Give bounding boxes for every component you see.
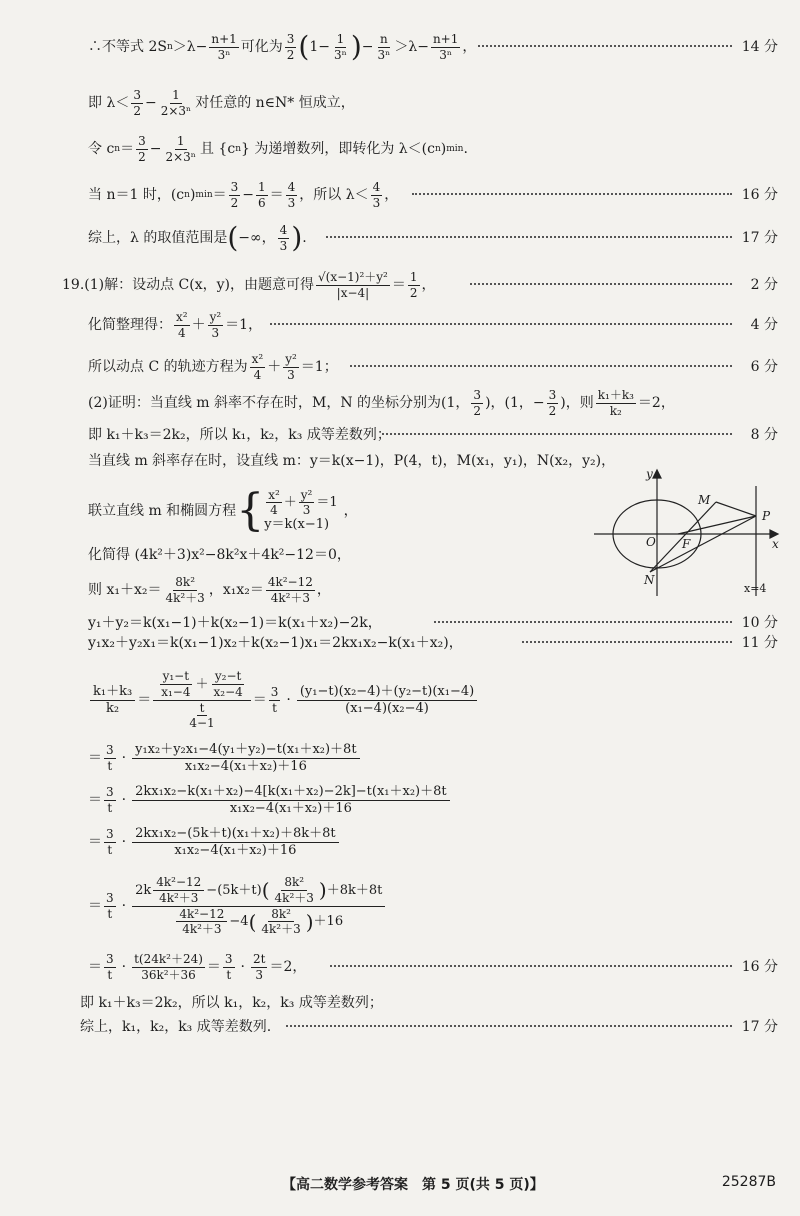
- label-M: M: [698, 493, 711, 507]
- fraction: $\frac{\text{y²}}{3}$: [209, 309, 222, 340]
- dot-leader: [330, 965, 732, 967]
- fraction: $\frac{4}{3}$: [372, 179, 381, 210]
- text: 可化为: [240, 39, 283, 55]
- text: −: [361, 39, 374, 55]
- fraction: $\frac{\text{k₁＋k₃}}{\text{k₂}}$: [597, 387, 634, 418]
- footer-label: 【高二数学参考答案 第 5 页(共 5 页)】: [282, 1177, 544, 1193]
- line-FP: [678, 516, 756, 534]
- score: 17 分: [741, 230, 778, 246]
- line-13: [0, 540, 800, 570]
- text: −: [149, 141, 162, 157]
- fraction: $\frac{3}{t}$: [270, 684, 279, 715]
- fraction: $\frac{\text{k₁＋k₃}}{\text{k₂}}$: [90, 685, 135, 715]
- dot-leader: [270, 323, 732, 325]
- line-16: [0, 628, 800, 658]
- score: 16 分: [741, 959, 778, 975]
- fraction: $\frac{3}{2}$: [473, 387, 482, 418]
- text: ，所以 λ＜: [299, 187, 369, 203]
- text: −∞，: [238, 230, 276, 246]
- line-3: 令 c n ＝ $\frac{3}{2}$ − $\frac{1}{\text{2×3ⁿ}}$ 且 {c n } 为递增数列，即转化为 λ＜(c n ) min .: [88, 133, 468, 164]
- fraction: $\frac{\text{4k²−12}}{\text{4k²＋3}}$: [267, 574, 313, 605]
- line-14: 则 x₁＋x₂＝ $\frac{\text{8k²}}{\text{4k²＋3}}$ ，x₁x₂＝ $\frac{\text{4k²−12}}{\text{4k²＋3}}$ ，: [0, 570, 800, 610]
- score: 6 分: [750, 359, 778, 375]
- subscript: n: [166, 42, 173, 52]
- fraction: $\frac{1}{2}$: [409, 269, 418, 300]
- text: 且 {c: [199, 141, 236, 157]
- fraction: $\frac{n}{\text{3ⁿ}}$: [377, 31, 391, 62]
- label-O: O: [646, 535, 656, 549]
- score: 14 分: [741, 39, 778, 55]
- line-18: ＝ $\frac{3}{t}$ · $\frac{\text{y₁x₂＋y₂x₁−4(y₁＋y₂)−t(x₁＋x₂)＋8t}}{\text{x₁x₂−4(x₁＋x₂)＋16}}$: [0, 738, 800, 778]
- fraction: $\frac{3}{t}$: [106, 784, 114, 815]
- subscript: min: [446, 144, 464, 154]
- text: −: [144, 95, 157, 111]
- fraction: $\frac{\text{y²}}{3}$: [285, 351, 297, 382]
- dot-leader: [326, 236, 732, 238]
- text: 化简得 (4k²＋3)x²−8k²x＋4k²−12＝0，: [88, 547, 351, 563]
- label-P: P: [762, 509, 771, 523]
- dot-leader: [350, 365, 732, 367]
- line-6: 19. (1)解：设动点 C(x，y)，由题意可得 $\frac{\text{√(x−1)²＋y²}}{|x-4|}$ ＝ $\frac{1}{2}$ ， 2 分: [62, 269, 778, 300]
- fraction: $\frac{\text{2kx₁x₂−k(x₁＋x₂)−4[k(x₁＋x₂)−2k]−t(x₁＋x₂)＋8t}}{\text{x₁x₂−4(x₁＋x₂)＋16}}$: [132, 785, 450, 815]
- label-x: x: [772, 537, 779, 551]
- text: 综上，λ 的取值范围是: [88, 230, 228, 246]
- text: 化简整理得：: [88, 317, 172, 333]
- text: 对任意的 n∈N* 恒成立，: [195, 95, 355, 111]
- dot-leader: [434, 621, 732, 623]
- fraction: $\frac{4}{3}$: [287, 179, 296, 210]
- line-12: 联立直线 m 和椭圆方程 { $\frac{\text{x²}}{4}$ ＋ $\frac{\text{y²}}{3}$ ＝1 y＝k(x−1) ，: [0, 478, 800, 544]
- dot-leader: [478, 45, 732, 47]
- text: 综上，k₁，k₂，k₃ 成等差数列.: [80, 1019, 272, 1035]
- line-9: (2)证明：当直线 m 斜率不存在时，M，N 的坐标分别为 (1， $\frac{3}{2}$ )， (1，− $\frac{3}{2}$ )，则 $\frac{\text{k₁＋k₃}}{\text{k₂}}$ ＝2，: [88, 387, 675, 418]
- label-y: y: [646, 468, 653, 481]
- fraction: $\frac{3}{2}$: [138, 133, 146, 164]
- text: 令 c: [88, 141, 115, 157]
- text: y₁＋y₂＝k(x₁−1)＋k(x₂−1)＝k(x₁＋x₂)−2k，: [88, 615, 382, 631]
- line-22: ＝ $\frac{3}{t}$ · $\frac{\text{t(24k²＋24)}}{\text{36k²＋36}}$ ＝ $\frac{3}{t}$ · $\frac{2t}{3}$ ＝2， 16 分: [88, 951, 778, 982]
- footer-code: 25287B: [721, 1174, 776, 1190]
- label-F: F: [682, 537, 691, 551]
- score: 4 分: [750, 317, 778, 333]
- dot-leader: [382, 433, 732, 435]
- text: 则 x₁＋x₂＝: [88, 582, 162, 598]
- fraction: $\frac{1}{6}$: [258, 179, 266, 210]
- text: ＞λ−: [394, 39, 429, 55]
- text: } 为递增数列，即转化为 λ＜(c: [240, 141, 435, 157]
- dot-leader: [522, 641, 732, 643]
- subscript: min: [195, 190, 213, 200]
- fraction: $\frac{1}{\text{2×3ⁿ}}$: [165, 133, 196, 164]
- score: 2 分: [750, 277, 778, 293]
- line-17: $\frac{\text{k₁＋k₃}}{\text{k₂}}$ ＝ $\frac{\text{y₁−t}}{\text{x₁−4}}$ ＋ $\frac{\text{y₂−t}}{\text{x₂−4}}$ $\frac{t}{4-1}$ ＝ $\frac{3}{t}$ · $\frac{\text{(y₁−t)(x₂−4)＋(y₂−t)(x₁−4)}}{\text{(x₁−4)(x₂−4)}}$: [0, 662, 800, 738]
- text: (2)证明：当直线 m 斜率不存在时，M，N 的坐标分别为: [88, 395, 442, 411]
- fraction: $\frac{3}{2}$: [230, 179, 239, 210]
- fraction: $\frac{1}{\text{3ⁿ}}$: [334, 31, 347, 62]
- y-arrow-icon: [653, 470, 661, 478]
- label-x4: x=4: [744, 582, 767, 595]
- line-7: 化简整理得： $\frac{\text{x²}}{4}$ ＋ $\frac{\text{y²}}{3}$ ＝1， 4 分: [88, 309, 778, 340]
- score: 11 分: [741, 635, 778, 651]
- fraction: $\frac{2t}{3}$: [253, 951, 266, 982]
- line-24: [0, 1012, 800, 1042]
- fraction: $\frac{3}{t}$: [106, 826, 114, 857]
- line-8: 所以动点 C 的轨迹方程为 $\frac{\text{x²}}{4}$ ＋ $\frac{\text{y²}}{3}$ ＝1； 6 分: [88, 351, 778, 382]
- fraction: $\frac{\text{y₁x₂＋y₂x₁−4(y₁＋y₂)−t(x₁＋x₂)＋8t}}{\text{x₁x₂−4(x₁＋x₂)＋16}}$: [132, 743, 359, 773]
- text: 所以动点 C 的轨迹方程为: [88, 359, 248, 375]
- line-2: [0, 88, 800, 118]
- fraction: $\frac{n+1}{\text{3ⁿ}}$: [211, 31, 237, 62]
- text: 联立直线 m 和椭圆方程: [88, 503, 237, 519]
- text: 即 k₁＋k₃＝2k₂，所以 k₁，k₂，k₃ 成等差数列；: [80, 995, 383, 1011]
- text: 即 λ＜: [88, 95, 130, 111]
- line-21: ＝ $\frac{3}{t}$ · 2k $\frac{\text{4k²−12}}{\text{4k²＋3}}$ −(5k＋t) ( $\frac{\text{8k²}}{\text{4k²＋3}}$ ) ＋8k＋8t $\frac{\text{4k²−12}}{\text{4k²＋3}}$ −4 ( $\frac{\text{8k²}}{\text{4k²＋3}}$ ) ＋16: [0, 866, 800, 946]
- text: ∴不等式 2S: [88, 39, 167, 55]
- fraction: $\frac{3}{t}$: [106, 951, 114, 982]
- dot-leader: [470, 283, 732, 285]
- text: ＞λ−: [172, 39, 208, 55]
- fraction: $\frac{3}{t}$: [106, 742, 114, 773]
- page-footer: [0, 1172, 800, 1198]
- line-20: ＝ $\frac{3}{t}$ · $\frac{\text{2kx₁x₂−(5k＋t)(x₁＋x₂)＋8k＋8t}}{\text{x₁x₂−4(x₁＋x₂)＋16}}$: [0, 822, 800, 862]
- fraction: $\frac{4}{3}$: [279, 222, 288, 253]
- text: 当 n＝1 时，(c: [88, 187, 185, 203]
- fraction: $\frac{\text{x²}}{4}$: [176, 309, 188, 340]
- dot-leader: [286, 1025, 732, 1027]
- subscript: n: [114, 144, 121, 154]
- equation-system: $\frac{\text{x²}}{4}$ ＋ $\frac{\text{y²}}{3}$ ＝1 y＝k(x−1): [264, 487, 338, 532]
- text: 即 k₁＋k₃＝2k₂，所以 k₁，k₂，k₃ 成等差数列；: [88, 427, 391, 443]
- line-4: 当 n＝1 时，(c n ) min ＝ $\frac{3}{2}$ − $\frac{1}{6}$ ＝ $\frac{4}{3}$ ，所以 λ＜ $\frac{4}{3}$ ， 16 分: [88, 179, 778, 210]
- score: 10 分: [741, 615, 778, 631]
- text: 当直线 m 斜率存在时，设直线 m：y＝k(x−1)，P(4，t)，M(x₁，y₁)，N(x₂，y₂)，: [88, 453, 616, 469]
- fraction: $\frac{\text{t(24k²＋24)}}{\text{36k²＋36}}$: [134, 951, 203, 982]
- fraction: $\frac{\text{x²}}{4}$: [251, 351, 264, 382]
- text: ＝: [120, 141, 135, 157]
- text: 1−: [309, 39, 330, 55]
- line-1: ∴不等式 2S n ＞λ− $\frac{n+1}{\text{3ⁿ}}$ 可化为 $\frac{3}{2}$ ( 1− $\frac{1}{\text{3ⁿ}}$ ) − $\frac{n}{\text{3ⁿ}}$ ＞λ− $\frac{n+1}{\text{3ⁿ}}$ ， 14 分: [88, 30, 778, 63]
- fraction: $\frac{\text{2kx₁x₂−(5k＋t)(x₁＋x₂)＋8k＋8t}}{\text{x₁x₂−4(x₁＋x₂)＋16}}$: [132, 827, 339, 857]
- score: 17 分: [741, 1019, 778, 1035]
- label-N: N: [644, 573, 655, 587]
- line-MP: [716, 502, 756, 516]
- compound-fraction: $\frac{\text{y₁−t}}{\text{x₁−4}}$ ＋ $\frac{\text{y₂−t}}{\text{x₂−4}}$ $\frac{t}{4-1}$: [153, 670, 251, 729]
- question-number: 19.: [62, 277, 85, 293]
- fraction: $\frac{3}{2}$: [548, 387, 557, 418]
- fraction: $\frac{\text{8k²}}{\text{4k²＋3}}$: [165, 574, 205, 605]
- fraction: $\frac{3}{t}$: [106, 890, 114, 921]
- line-19: ＝ $\frac{3}{t}$ · $\frac{\text{2kx₁x₂−k(x₁＋x₂)−4[k(x₁＋x₂)−2k]−t(x₁＋x₂)＋8t}}{\text{x₁x₂−4(x₁＋x₂)＋16}}$: [0, 780, 800, 820]
- fraction: $\frac{\text{(y₁−t)(x₂−4)＋(y₂−t)(x₁−4)}}{\text{(x₁−4)(x₂−4)}}$: [297, 685, 477, 715]
- score: 16 分: [741, 187, 778, 203]
- text: y₁x₂＋y₂x₁＝k(x₁−1)x₂＋k(x₂−1)x₁＝2kx₁x₂−k(x₁＋x₂)，: [88, 635, 463, 651]
- fraction: $\frac{\text{√(x−1)²＋y²}}{|x-4|}$: [318, 269, 388, 300]
- fraction: $\frac{3}{t}$: [224, 951, 233, 982]
- fraction: $\frac{n+1}{\text{3ⁿ}}$: [432, 31, 459, 62]
- text: (1)解：设动点 C(x，y)，由题意可得: [84, 277, 314, 293]
- line-5: 综上，λ 的取值范围是 ( −∞， $\frac{4}{3}$ ) . 17 分: [88, 221, 778, 254]
- compound-fraction: 2k $\frac{\text{4k²−12}}{\text{4k²＋3}}$ −(5k＋t) ( $\frac{\text{8k²}}{\text{4k²＋3}}$ ) ＋8k＋8t $\frac{\text{4k²−12}}{\text{4k²＋3}}$ −4 ( $\frac{\text{8k²}}{\text{4k²＋3}}$ ) ＋16: [132, 876, 385, 935]
- fraction: $\frac{3}{2}$: [286, 31, 295, 62]
- fraction: $\frac{3}{2}$: [133, 87, 141, 118]
- fraction: $\frac{1}{\text{2×3ⁿ}}$: [160, 87, 192, 118]
- score: 8 分: [750, 427, 778, 443]
- dot-leader: [412, 193, 732, 195]
